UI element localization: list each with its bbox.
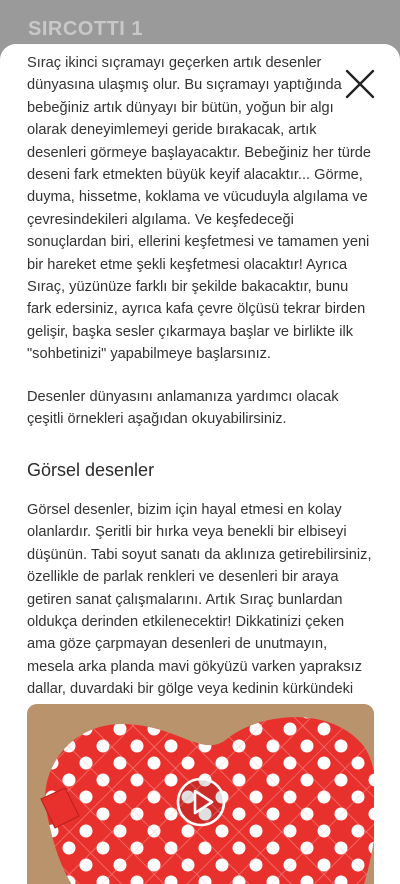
article-paragraph-visual: Görsel desenler, bizim için hayal etmesi en kolay olanlardır. Şeritli bir hırka veya benekli bir elbiseyi düşünün. Tabi soyut sanatı da aklınıza getirebilirsiniz, özellikle de parlak renkleri ve desenleri bir araya getiren sanat çalışmalarını. Artık Sıraç bunlardan oldukça derinden etkilenecektir! Dikkatinizi çeken ama göze çarpmayan desenleri de unutmayın, mesela arka planda mavi gökyüzü varken yapraksız dallar, duvardaki bir gölge veya kedinin kürkündeki [27, 501, 372, 698]
article-paragraph-examples: Desenler dünyasını anlamanıza yardımcı olacak çeşitli örnekleri aşağıdan okuyabilirsiniz. [27, 388, 339, 428]
article-sheet [0, 44, 400, 884]
section-heading: Görsel desenler [27, 459, 155, 480]
play-icon[interactable] [175, 776, 227, 828]
backdrop-title: SIRCOTTI 1 [28, 18, 144, 40]
video-thumbnail[interactable] [27, 704, 374, 884]
article-paragraph-intro: Sıraç ikinci sıçramayı geçerken artık desenler dünyasına ulaşmış olur. Bu sıçramayı yaptığında bebeğiniz artık dünyayı bir bütün, yoğun bir algı olarak deneyimlemeyi geride bırakacak, artık desenleri görmeye başlayacaktır. Bebeğiniz her türde deseni fark etmekten büyük keyif alacaktır... Görme, duyma, hissetme, koklama ve vücuduyla algılama ve çevresindekileri algılama. Ve keşfedeceği sonuçlardan biri, ellerini keşfetmesi ve tamamen yeni bir hareket etme şekli keşfetmesi olacaktır! Ayrıca Sıraç, yüzünüze farklı bir şekilde bakacaktır, bunu fark edersiniz, ayrıca kafa çevre ölçüsü tekrar birden gelişir, başka sesler çıkarmaya başlar ve birlikte ilk "sohbetinizi" yapabilmeye başlarsınız. [27, 55, 371, 363]
article-content [27, 52, 375, 788]
